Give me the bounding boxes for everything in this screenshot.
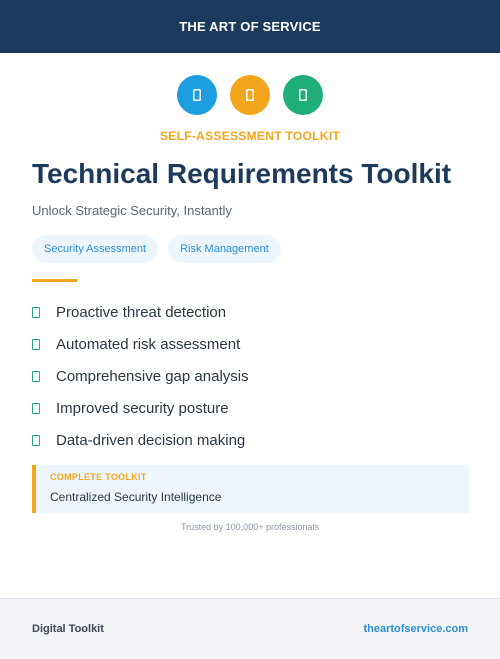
feature-label: Data-driven decision making xyxy=(56,431,246,449)
icon-circle-blue xyxy=(177,75,217,115)
list-item xyxy=(32,296,472,328)
brand-title: THE ART OF SERVICE xyxy=(179,19,321,34)
checkbox-icon xyxy=(32,307,40,318)
icon-row xyxy=(0,75,500,115)
feature-label: Improved security posture xyxy=(56,399,229,417)
phone-icon xyxy=(299,89,307,101)
tag-list xyxy=(32,235,281,263)
header-bar xyxy=(0,0,500,53)
phone-icon xyxy=(246,89,254,101)
tag-security-assessment: Security Assessment xyxy=(32,235,158,263)
list-item xyxy=(32,392,472,424)
list-item xyxy=(32,360,472,392)
icon-circle-green xyxy=(283,75,323,115)
website-link[interactable]: theartofservice.com xyxy=(363,623,468,635)
page-title: Technical Requirements Toolkit xyxy=(32,158,452,189)
phone-icon xyxy=(193,89,201,101)
tag-risk-management: Risk Management xyxy=(168,235,281,263)
checkbox-icon xyxy=(32,403,40,414)
feature-label: Proactive threat detection xyxy=(56,303,227,321)
callout-text: Centralized Security Intelligence xyxy=(50,490,222,504)
accent-divider xyxy=(32,279,77,282)
footer-label: Digital Toolkit xyxy=(32,623,104,635)
list-item xyxy=(32,424,472,456)
checkbox-icon xyxy=(32,371,40,382)
trust-note: Trusted by 100,000+ professionals xyxy=(180,522,319,532)
feature-list xyxy=(32,296,472,456)
callout-box xyxy=(32,465,469,513)
feature-label: Automated risk assessment xyxy=(56,335,241,353)
checkbox-icon xyxy=(32,435,40,446)
hero-kicker: SELF-ASSESSMENT TOOLKIT xyxy=(159,129,341,143)
list-item xyxy=(32,328,472,360)
subtitle: Unlock Strategic Security, Instantly xyxy=(32,203,232,218)
callout-kicker: COMPLETE TOOLKIT xyxy=(50,472,147,482)
icon-circle-orange xyxy=(230,75,270,115)
feature-label: Comprehensive gap analysis xyxy=(56,367,249,385)
checkbox-icon xyxy=(32,339,40,350)
footer-bar xyxy=(0,598,500,659)
